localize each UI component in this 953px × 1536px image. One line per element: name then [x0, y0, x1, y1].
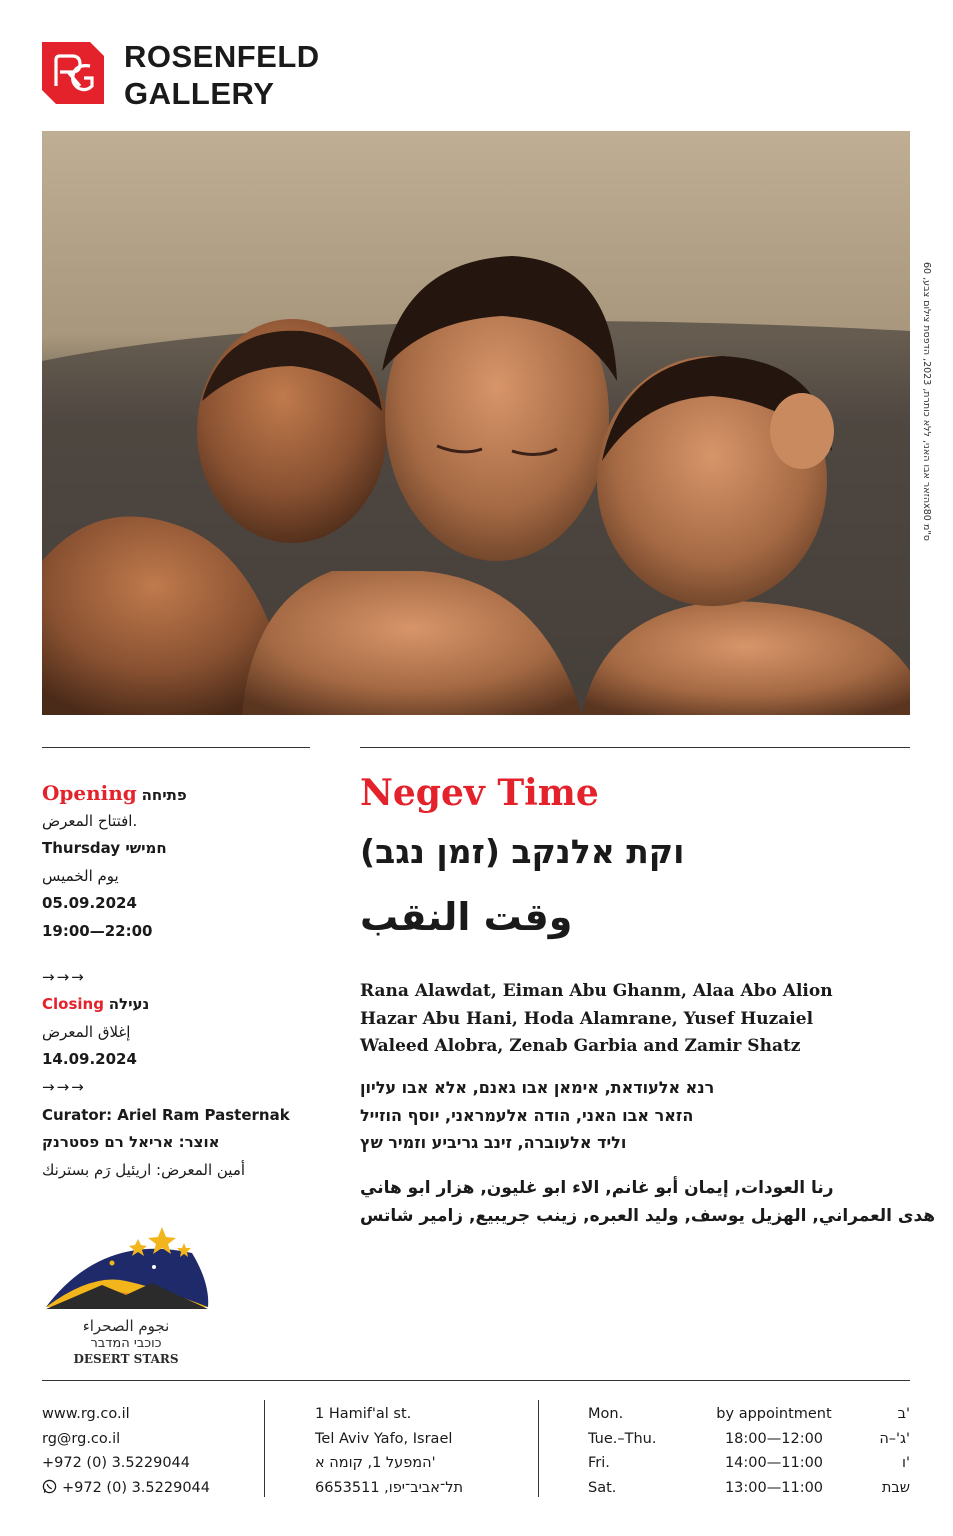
opening-day-he: חמישי: [125, 839, 167, 858]
arrows-divider-2: →→→: [42, 1077, 86, 1096]
hours-day-he: ו': [902, 1455, 910, 1472]
rg-logo-icon[interactable]: [42, 42, 104, 104]
hours-day-en: Fri.: [588, 1455, 610, 1472]
artists-en-line: Rana Alawdat, Eiman Abu Ghanm, Alaa Abo Alion: [360, 981, 833, 1001]
hours-row: [588, 1451, 910, 1476]
opening-day: [42, 835, 332, 863]
whatsapp-number: +972 (0) 3.5229044: [62, 1479, 210, 1496]
partner-name-he: כוכבי המדבר: [90, 1336, 162, 1351]
partner-name-en: DESERT STARS: [73, 1352, 179, 1366]
artists-he-line: וליד אלעוברה, זינב גריביע וזמיר שץ: [360, 1133, 627, 1152]
footer-separator-2: [538, 1400, 539, 1497]
opening-label-en: Opening: [42, 781, 137, 805]
footer-divider: [42, 1380, 910, 1381]
divider-right: [360, 747, 910, 748]
website-link[interactable]: www.rg.co.il: [42, 1406, 130, 1422]
arrows-divider-1: →→→: [42, 967, 86, 986]
artists-ar: [360, 1174, 935, 1230]
hours-day-en: Sat.: [588, 1479, 617, 1496]
address-line: המפעל 1, קומה א': [315, 1455, 436, 1472]
hours-time: by appointment: [716, 1406, 832, 1422]
gallery-name-line2: GALLERY: [124, 76, 275, 111]
gallery-name: [124, 38, 320, 112]
artists-en-line: Hazar Abu Hani, Hoda Alamrane, Yusef Huzaiel: [360, 1008, 814, 1029]
desert-stars-logo: [42, 1223, 210, 1368]
gallery-name-line1: ROSENFELD: [124, 39, 320, 74]
phone-number[interactable]: +972 (0) 3.5229044: [42, 1455, 190, 1472]
address-line: 1 Hamif'al st.: [315, 1406, 412, 1422]
closing-label-en: Closing: [42, 995, 104, 1014]
address-info: [315, 1402, 463, 1500]
footer-separator-1: [264, 1400, 265, 1497]
hours-day-he: ג'–ה': [879, 1430, 910, 1447]
photo-caption: הזאר אבו האני, ללא כותרת, 2023, הדפסת צילום צבע, 60x80 ס"מ: [921, 262, 932, 541]
hours-day-he: שבת: [881, 1479, 910, 1496]
closing-heading: [42, 991, 332, 1019]
artists-he-line: רנא אלעודאת, אימאן אבו גאנם, אלא אבו עליון: [360, 1078, 715, 1097]
artists-ar-line: رنا العودات, إيمان أبو غانم, الاء ابو غليون, هزار ابو هاني: [360, 1178, 834, 1198]
artists-he: [360, 1074, 714, 1157]
hours-time: 18:00—12:00: [724, 1430, 824, 1447]
opening-day-ar: يوم الخميس: [42, 866, 119, 885]
email-link[interactable]: rg@rg.co.il: [42, 1430, 121, 1447]
exhibition-photo: [42, 131, 910, 715]
closing-date: 14.09.2024: [42, 1050, 137, 1069]
opening-hours: [588, 1402, 910, 1500]
hours-day-he: ב': [897, 1406, 910, 1422]
curator-he: אוצר: אריאל רם פסטרנק: [42, 1133, 220, 1152]
hours-row: [588, 1476, 910, 1501]
opening-day-en: Thursday: [42, 839, 121, 858]
address-line: תל־אביב־יפו, 6653511: [315, 1479, 463, 1496]
exhibition-title-ar: وقت النقب: [360, 895, 573, 939]
opening-time: 19:00—22:00: [42, 921, 153, 940]
address-line: Tel Aviv Yafo, Israel: [315, 1430, 453, 1447]
hours-row: [588, 1402, 910, 1427]
divider-left: [42, 747, 310, 748]
closing-label-ar: إغلاق المعرض: [42, 1022, 131, 1041]
exhibition-title-he: וקת אלנקב (זמן נגב): [360, 832, 685, 871]
hours-row: [588, 1427, 910, 1452]
curator-ar: أمين المعرض: اريئيل رَم بسترنك: [42, 1160, 246, 1179]
opening-label-ar: افتتاح المعرض.: [42, 811, 138, 830]
whatsapp-icon: [42, 1479, 57, 1494]
opening-date: 05.09.2024: [42, 894, 137, 913]
whatsapp-row[interactable]: [42, 1476, 210, 1501]
artists-he-line: הזאר אבו האני, הודה אלעמראני, יוסף הוזייל: [360, 1105, 694, 1125]
hours-time: 13:00—11:00: [724, 1479, 824, 1496]
event-details: [42, 780, 332, 1184]
hours-time: 14:00—11:00: [724, 1455, 824, 1472]
partner-name-ar: نجوم الصحراء: [82, 1317, 170, 1335]
opening-label-he: פתיחה: [141, 786, 187, 804]
opening-heading: [42, 780, 332, 808]
hours-day-en: Mon.: [588, 1406, 624, 1422]
contact-info: [42, 1402, 210, 1500]
artists-en-line: Waleed Alobra, Zenab Garbia and Zamir Shatz: [360, 1036, 801, 1056]
exhibition-title-en: Negev Time: [360, 772, 599, 814]
closing-label-he: נעילה: [108, 995, 150, 1014]
artists-en: [360, 978, 833, 1061]
curator-en: Curator: Ariel Ram Pasternak: [42, 1105, 290, 1124]
hours-day-en: Tue.–Thu.: [588, 1430, 657, 1447]
artists-ar-line: هدى العمراني, الهزيل يوسف, وليد العبره, زينب جريبيع, زامير شاتس: [360, 1206, 936, 1226]
